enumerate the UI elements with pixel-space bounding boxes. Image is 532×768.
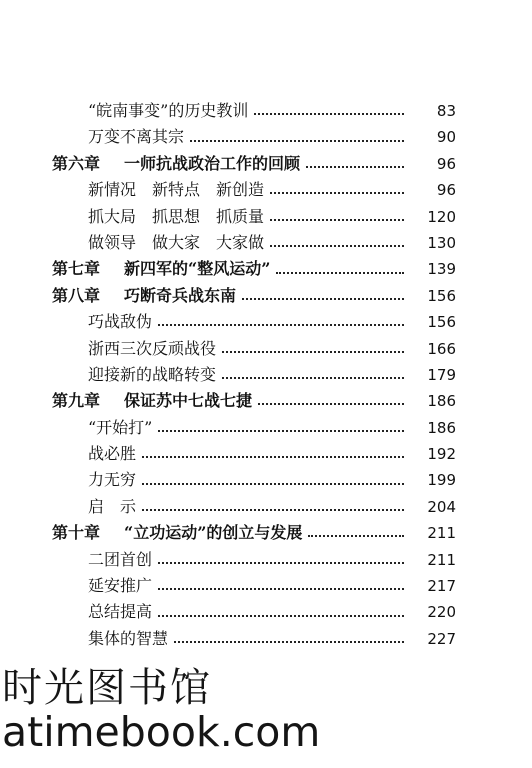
page-number: 130 xyxy=(427,233,456,252)
toc-entry-row xyxy=(0,336,532,362)
chapter-title: 新四军的“整风运动” xyxy=(124,259,271,279)
toc-entry-row xyxy=(0,177,532,203)
dot-leader xyxy=(158,562,404,564)
page-number: 186 xyxy=(427,418,456,437)
chapter-number: 第七章 xyxy=(52,259,101,279)
toc-entry-row xyxy=(0,415,532,441)
section-title: 集体的智慧 xyxy=(88,628,169,648)
section-title: “皖南事变”的历史教训 xyxy=(88,101,249,120)
page-number: 90 xyxy=(436,128,456,147)
page-number: 120 xyxy=(427,207,456,226)
chapter-number: 第六章 xyxy=(52,153,101,173)
chapter-number: 第九章 xyxy=(52,391,101,411)
dot-leader xyxy=(306,166,404,168)
dot-leader xyxy=(276,272,404,274)
watermark-url: atimebook.com xyxy=(2,708,321,756)
section-title: 战必胜 xyxy=(88,444,137,464)
dot-leader xyxy=(158,615,404,617)
toc-chapter-row xyxy=(0,256,532,282)
dot-leader xyxy=(174,641,404,643)
page-number: 156 xyxy=(427,313,456,332)
page-number: 192 xyxy=(427,445,456,464)
section-title: 二团首创 xyxy=(88,549,153,569)
dot-leader xyxy=(158,430,404,432)
page-number: 96 xyxy=(436,181,456,200)
page-number: 96 xyxy=(436,154,456,173)
dot-leader xyxy=(242,298,404,300)
toc-entry-row xyxy=(0,441,532,467)
dot-leader xyxy=(158,324,404,326)
toc-entry-row xyxy=(0,124,532,150)
toc-chapter-row xyxy=(0,151,532,177)
toc-entry-row xyxy=(0,362,532,388)
section-title: 做领导 做大家 大家做 xyxy=(88,232,265,252)
section-title: 力无穷 xyxy=(88,470,137,490)
section-title: 抓大局 抓思想 抓质量 xyxy=(88,206,265,226)
section-title: “开始打” xyxy=(88,417,153,437)
section-title: 迎接新的战略转变 xyxy=(88,364,217,384)
page-number: 211 xyxy=(427,550,456,569)
toc-chapter-row xyxy=(0,283,532,309)
toc-entry-row xyxy=(0,626,532,652)
toc-entry-row xyxy=(0,98,532,124)
chapter-number: 第八章 xyxy=(52,285,101,305)
section-title: 启 示 xyxy=(88,496,137,516)
dot-leader xyxy=(258,403,404,405)
page-number: 83 xyxy=(436,102,456,120)
dot-leader xyxy=(142,483,404,485)
dot-leader xyxy=(270,219,404,221)
dot-leader xyxy=(308,535,404,537)
page-number: 166 xyxy=(427,339,456,358)
page-number: 186 xyxy=(427,392,456,411)
toc-entry-row xyxy=(0,230,532,256)
dot-leader xyxy=(142,456,404,458)
dot-leader xyxy=(158,588,404,590)
dot-leader xyxy=(254,113,404,115)
toc-chapter-row xyxy=(0,388,532,414)
page-number: 220 xyxy=(427,603,456,622)
dot-leader xyxy=(190,140,404,142)
section-title: 延安推广 xyxy=(88,576,153,596)
toc-entry-row xyxy=(0,204,532,230)
section-title: 巧战敌伪 xyxy=(88,312,153,332)
section-title: 万变不离其宗 xyxy=(88,127,185,147)
section-title: 浙西三次反顽战役 xyxy=(88,338,217,358)
page-number: 227 xyxy=(427,629,456,648)
watermark-chinese: 时光图书馆 xyxy=(2,665,212,711)
table-of-contents xyxy=(0,98,532,652)
dot-leader xyxy=(222,377,404,379)
dot-leader xyxy=(270,245,404,247)
page-number: 199 xyxy=(427,471,456,490)
toc-entry-row xyxy=(0,494,532,520)
toc-entry-row xyxy=(0,467,532,493)
section-title: 总结提高 xyxy=(88,602,153,622)
toc-chapter-row xyxy=(0,520,532,546)
dot-leader xyxy=(270,192,404,194)
chapter-title: 巧断奇兵战东南 xyxy=(124,285,237,305)
page-number: 156 xyxy=(427,286,456,305)
page-number: 139 xyxy=(427,260,456,279)
page-number: 211 xyxy=(427,524,456,543)
chapter-number: 第十章 xyxy=(52,523,101,543)
chapter-title: 保证苏中七战七捷 xyxy=(124,391,253,411)
chapter-title: 一师抗战政治工作的回顾 xyxy=(124,153,301,173)
chapter-title: “立功运动”的创立与发展 xyxy=(124,523,303,543)
page-number: 217 xyxy=(427,577,456,596)
page-number: 204 xyxy=(427,497,456,516)
dot-leader xyxy=(222,351,404,353)
dot-leader xyxy=(142,509,404,511)
toc-entry-row xyxy=(0,547,532,573)
toc-entry-row xyxy=(0,309,532,335)
toc-entry-row xyxy=(0,573,532,599)
page-number: 179 xyxy=(427,365,456,384)
section-title: 新情况 新特点 新创造 xyxy=(88,180,265,200)
toc-entry-row xyxy=(0,599,532,625)
